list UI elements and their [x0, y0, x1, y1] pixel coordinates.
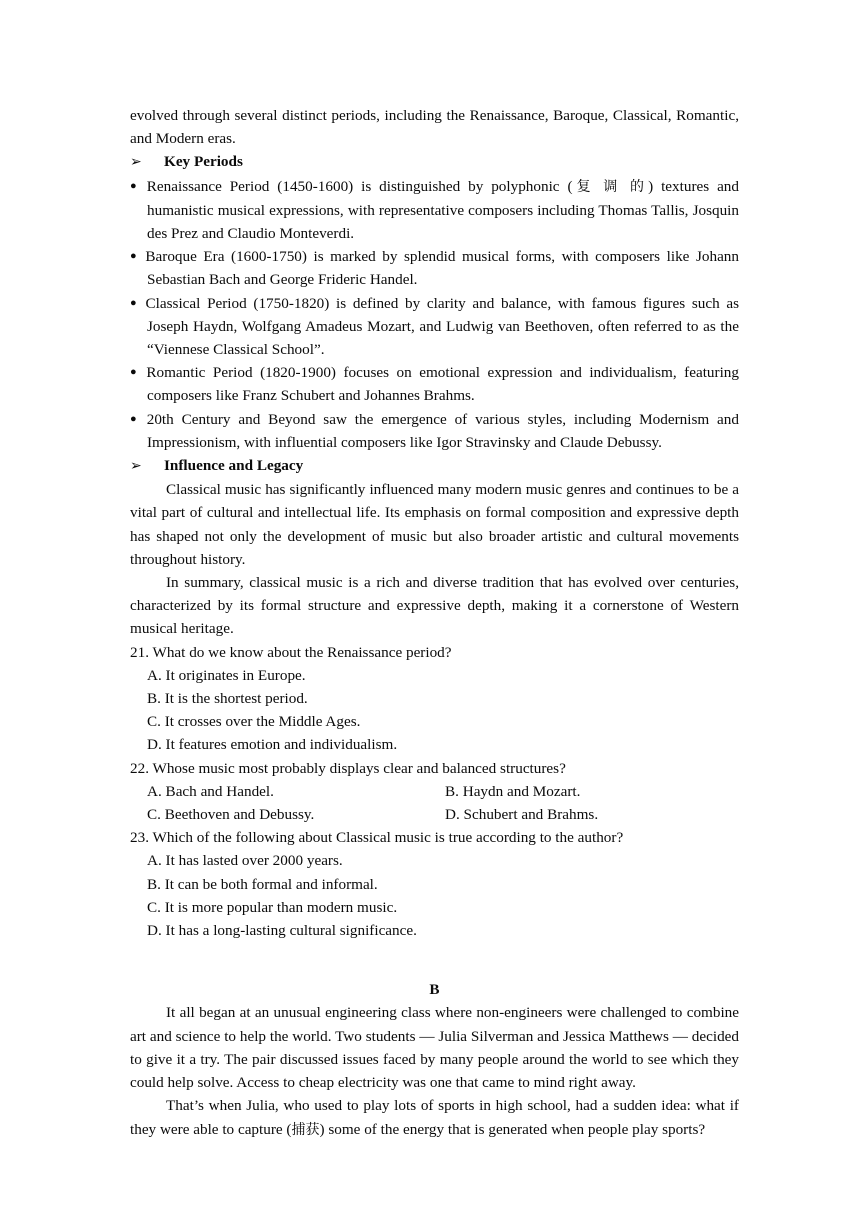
bullet-romantic-text: Romantic Period (1820-1900) focuses on emotional expression and individualism, featuring composers like Franz Schubert and Johannes Brahms. [146, 364, 739, 405]
passage-b-paragraph-2 [130, 1094, 739, 1141]
passage-b-paragraph-2-after: ) some of the energy that is generated when people play sports? [319, 1120, 706, 1138]
section-gap [130, 942, 739, 978]
bullet-20th-century-text: 20th Century and Beyond saw the emergence of various styles, including Modernism and Impressionism, with influential composers like Igor Stravinsky and Claude Debussy. [146, 410, 739, 451]
question-22-options-row-1 [130, 780, 739, 803]
passage-b-paragraph-2-before: That’s when Julia, who used to play lots of sports in high school, had a sudden idea: what if they were able to capture ( [130, 1097, 739, 1138]
heading-influence-and-legacy [130, 454, 739, 478]
bullet-romantic [130, 361, 739, 407]
bullet-renaissance-text-before: Renaissance Period (1450-1600) is distinguished by polyphonic ( [146, 177, 573, 195]
question-21-option-d[interactable]: D. It features emotion and individualism. [147, 736, 398, 754]
heading-influence-and-legacy-label: Influence and Legacy [164, 457, 304, 475]
heading-key-periods [130, 150, 739, 174]
bullet-classical-text: Classical Period (1750-1820) is defined by clarity and balance, with famous figures such as Joseph Haydn, Wolfgang Amadeus Mozart, and Ludwig van Beethoven, often referred to as the “Viennese Classical School”. [145, 294, 739, 359]
question-22-options-row-2 [130, 803, 739, 826]
question-23-option-a[interactable]: A. It has lasted over 2000 years. [147, 852, 343, 870]
disc-bullet-icon: ● [130, 296, 140, 309]
bullet-renaissance-text-after: ) textures and humanistic musical expressions, with representative composers including Thomas Tallis, Josquin des Prez and Claudio Monteverdi. [147, 177, 739, 243]
disc-bullet-icon: ● [130, 366, 141, 379]
heading-key-periods-label: Key Periods [164, 153, 243, 171]
question-22-option-d[interactable]: D. Schubert and Brahms. [445, 806, 599, 824]
bullet-baroque-text: Baroque Era (1600-1750) is marked by splendid musical forms, with composers like Johann Sebastian Bach and George Frideric Handel. [145, 248, 739, 289]
paragraph-influence: Classical music has significantly influenced many modern music genres and continues to be a vital part of cultural and intellectual life. Its emphasis on formal composition and expressive depth has shaped not only the development of music but also broader artistic and cultural movements throughout history. [130, 481, 739, 568]
question-21-stem: 21. What do we know about the Renaissance period? [130, 643, 452, 661]
question-23-option-b[interactable]: B. It can be both formal and informal. [147, 875, 378, 893]
question-22-option-b[interactable]: B. Haydn and Mozart. [445, 782, 581, 800]
question-21-option-a[interactable]: A. It originates in Europe. [147, 666, 306, 684]
question-23-option-c[interactable]: C. It is more popular than modern music. [147, 898, 398, 916]
question-22-option-c[interactable]: C. Beethoven and Debussy. [147, 806, 315, 824]
passage-b-paragraph-1: It all began at an unusual engineering class where non-engineers were challenged to combine art and science to help the world. Two students — Julia Silverman and Jessica Matthews — decided to give it a try. The pair discussed issues faced by many people around the world to see which they could help solve. Access to cheap electricity was one that came to mind right away. [130, 1004, 739, 1092]
passage-a-intro-continuation: evolved through several distinct periods, including the Renaissance, Baroque, Classical, Romantic, and Modern eras. [130, 107, 739, 148]
bullet-baroque [130, 245, 739, 291]
bullet-renaissance [130, 175, 739, 246]
arrow-bullet-icon: ➢ [130, 155, 142, 171]
bullet-renaissance-chinese-gloss: 复 调 的 [572, 178, 649, 195]
question-21-option-c[interactable]: C. It crosses over the Middle Ages. [147, 713, 361, 731]
question-23-stem: 23. Which of the following about Classical music is true according to the author? [130, 829, 624, 847]
page-content [130, 104, 739, 1142]
arrow-bullet-icon: ➢ [130, 459, 142, 475]
bullet-classical [130, 292, 739, 362]
disc-bullet-icon: ● [130, 250, 140, 263]
disc-bullet-icon: ● [130, 412, 141, 425]
paragraph-summary: In summary, classical music is a rich and diverse tradition that has evolved over centuries, characterized by its formal structure and expressive depth, making it a cornerstone of Western musical heritage. [130, 574, 739, 638]
question-21-option-b[interactable]: B. It is the shortest period. [147, 690, 308, 708]
question-23-option-d[interactable]: D. It has a long-lasting cultural significance. [147, 922, 417, 940]
question-22-option-a[interactable]: A. Bach and Handel. [147, 782, 274, 800]
passage-b-chinese-gloss: 捕获 [291, 1121, 320, 1138]
disc-bullet-icon: ● [130, 179, 141, 192]
bullet-20th-century [130, 408, 739, 454]
passage-b-section-letter: B [429, 981, 440, 999]
question-22-stem: 22. Whose music most probably displays clear and balanced structures? [130, 759, 566, 777]
